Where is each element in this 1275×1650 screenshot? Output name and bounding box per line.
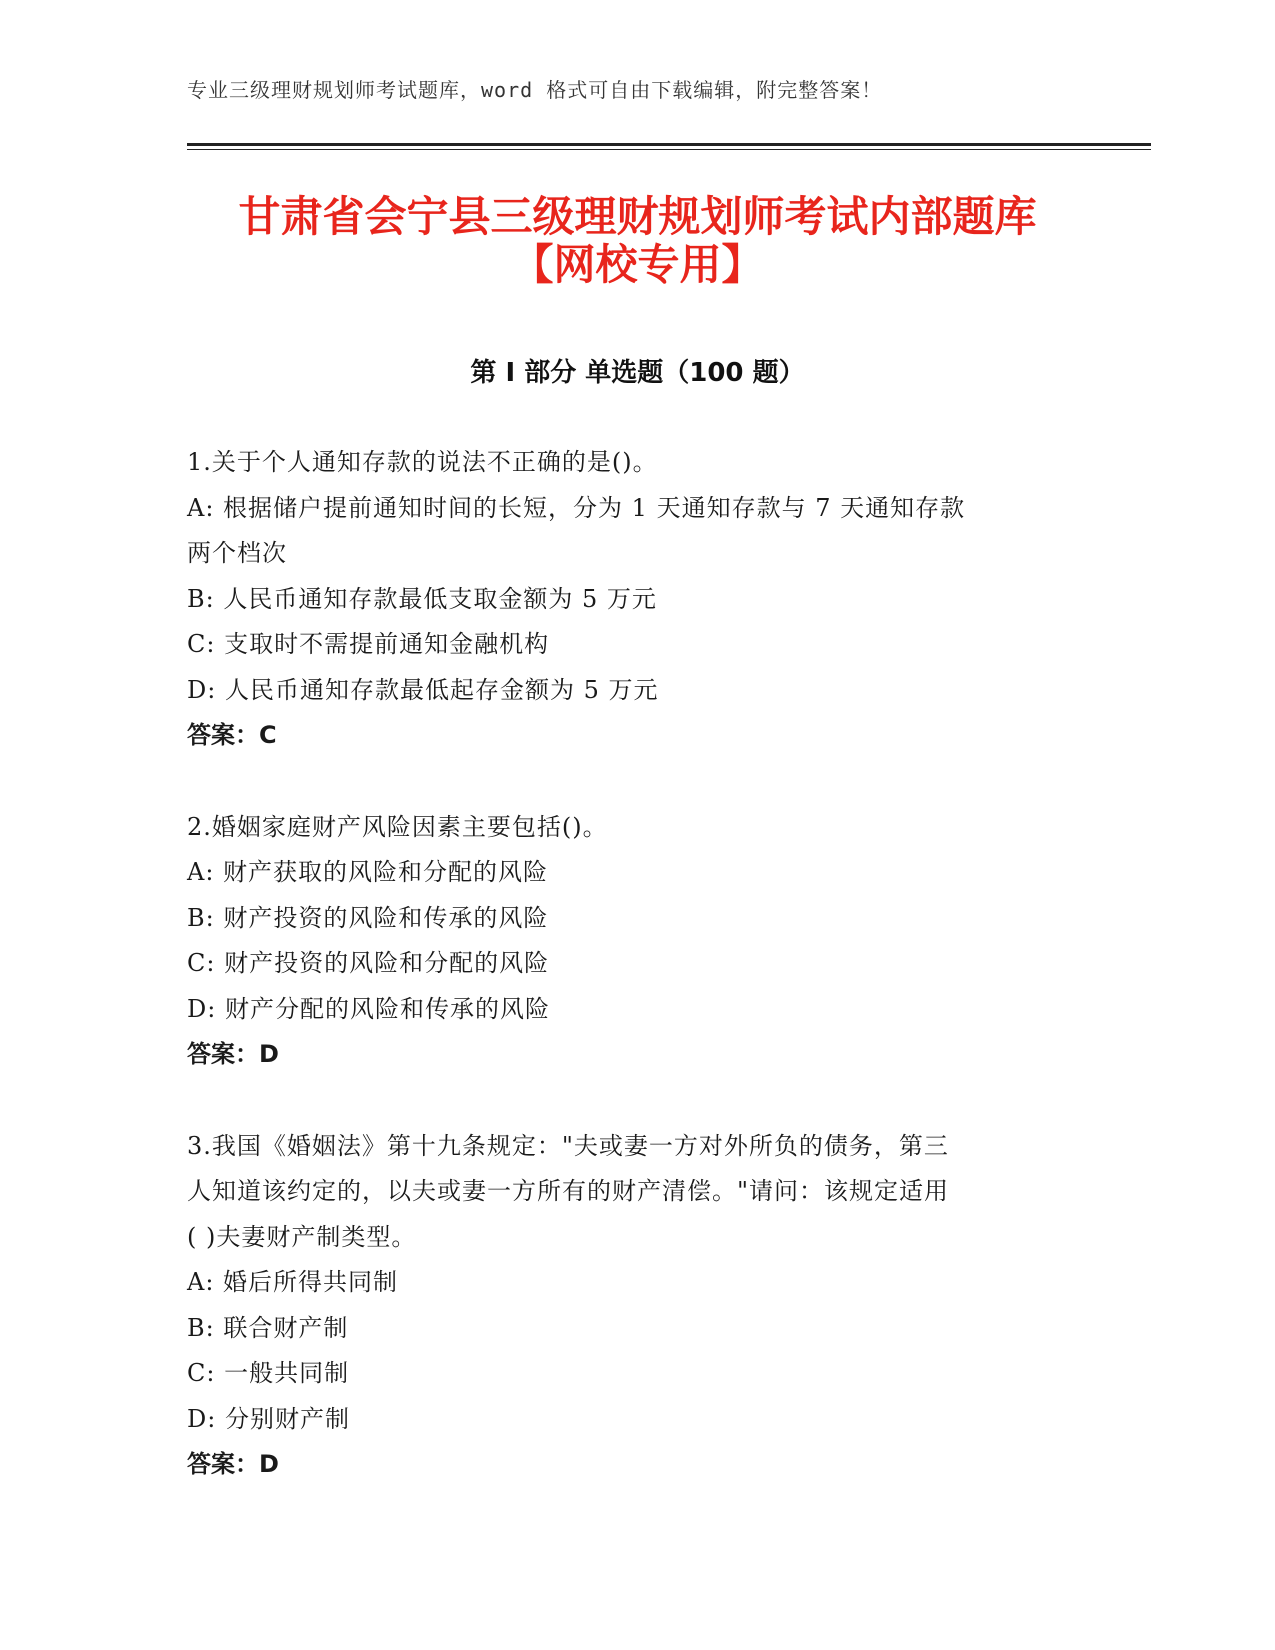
- title-line-2: 【网校专用】: [511, 240, 764, 289]
- question-3: [187, 1124, 1067, 1488]
- option-d: D: 财产分配的风险和传承的风险: [187, 994, 550, 1023]
- answer: 答案：D: [187, 1040, 279, 1068]
- option-c: C: 财产投资的风险和分配的风险: [187, 949, 550, 977]
- option-b: B: 财产投资的风险和传承的风险: [187, 903, 549, 932]
- option-a-continued: 两个档次: [187, 539, 287, 567]
- header-divider-thick: [187, 143, 1151, 146]
- question-stem: 1.关于个人通知存款的说法不正确的是()。: [187, 448, 658, 476]
- question-list: [187, 440, 1067, 1534]
- question-2: [187, 805, 1067, 1078]
- option-a: A: 婚后所得共同制: [187, 1268, 399, 1296]
- title-line-1: 甘肃省会宁县三级理财规划师考试内部题库: [238, 192, 1037, 241]
- option-a: A: 根据储户提前通知时间的长短，分为 1 天通知存款与 7 天通知存款: [187, 493, 966, 522]
- option-d: D: 人民币通知存款最低起存金额为 5 万元: [187, 675, 659, 704]
- option-b: B: 人民币通知存款最低支取金额为 5 万元: [187, 584, 657, 613]
- header-note: 专业三级理财规划师考试题库，word 格式可自由下载编辑，附完整答案！: [187, 78, 883, 102]
- question-stem-line-1: 3.我国《婚姻法》第十九条规定："夫或妻一方对外所负的债务，第三: [187, 1131, 949, 1160]
- option-d: D: 分别财产制: [187, 1404, 350, 1433]
- question-1: [187, 440, 1067, 759]
- document-title: [120, 193, 1155, 289]
- question-stem-line-3: ( )夫妻财产制类型。: [187, 1222, 417, 1251]
- answer: 答案：C: [187, 721, 277, 749]
- option-c: C: 支取时不需提前通知金融机构: [187, 630, 550, 658]
- answer: 答案：D: [187, 1450, 279, 1478]
- option-b: B: 联合财产制: [187, 1313, 349, 1342]
- question-stem-line-2: 人知道该约定的，以夫或妻一方所有的财产清偿。"请问：该规定适用: [187, 1177, 950, 1205]
- option-a: A: 财产获取的风险和分配的风险: [187, 858, 549, 886]
- question-stem: 2.婚姻家庭财产风险因素主要包括()。: [187, 812, 608, 841]
- section-heading: 第 I 部分 单选题（100 题）: [470, 358, 805, 388]
- option-c: C: 一般共同制: [187, 1359, 350, 1387]
- header-divider-thin: [187, 149, 1151, 150]
